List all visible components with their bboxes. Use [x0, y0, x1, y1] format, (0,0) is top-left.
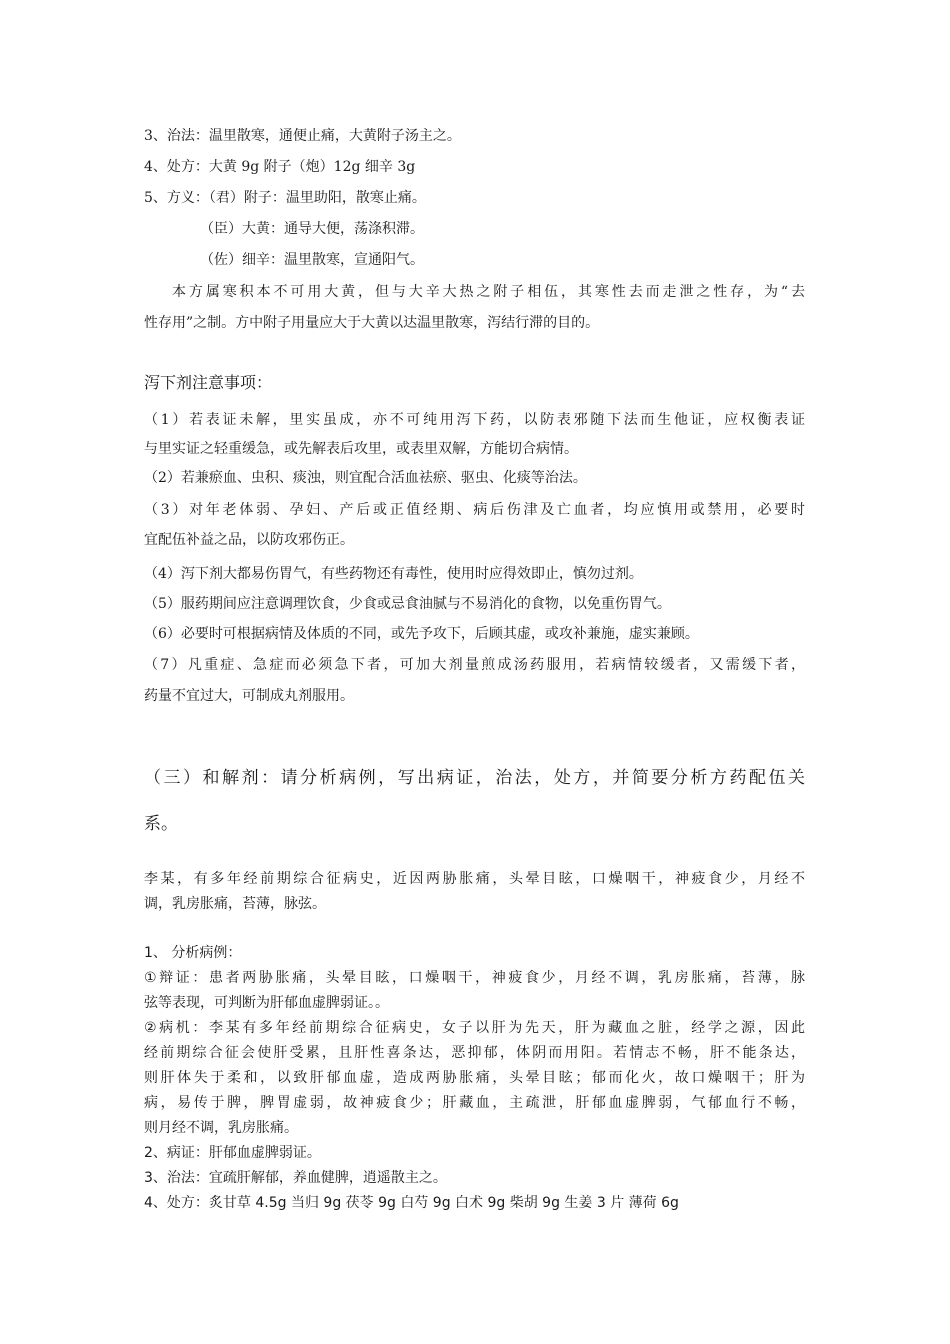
pathogenesis-line-2: 经前期综合征会使肝受累，且肝性喜条达，恶抑郁，体阴而用阳。若情志不畅，肝不能条达， [144, 1045, 805, 1061]
pathogenesis-line-4: 病，易传于脾，脾胃虚弱，故神疲食少；肝藏血，主疏泄，肝郁血虚脾弱，气郁血行不畅， [144, 1095, 805, 1111]
note-item-3: （3）对年老体弱、孕妇、产后或正值经期、病后伤津及亡血者，均应慎用或禁用，必要时 [144, 502, 805, 518]
note-item-7-cont: 药量不宜过大，可制成丸剂服用。 [144, 688, 354, 704]
formula-note-paragraph-cont: 性存用”之制。方中附子用量应大于大黄以达温里散寒，泻结行滞的目的。 [144, 315, 600, 331]
case-question-title-cont: 系。 [144, 814, 178, 834]
syndrome-line: 2、病证：肝郁血虚脾弱证。 [144, 1145, 321, 1161]
formula-note-paragraph: 本方属寒积本不可用大黄，但与大辛大热之附子相伍，其寒性去而走泄之性存，为“去 [172, 284, 805, 300]
prescription-line-2: 4、处方：炙甘草 4.5g 当归 9g 茯苓 9g 白芍 9g 白术 9g 柴胡 9g 生姜 3 片 薄荷 6g [144, 1195, 679, 1211]
case-question-title: （三）和解剂：请分析病例，写出病证，治法，处方，并简要分析方药配伍关 [144, 768, 805, 788]
prescription-line: 4、处方：大黄 9g 附子（炮）12g 细辛 3g [144, 159, 416, 175]
case-description-cont: 调，乳房胀痛，苔薄，脉弦。 [144, 896, 326, 912]
treatment-line: 3、治法：宜疏肝解郁，养血健脾，逍遥散主之。 [144, 1170, 447, 1186]
pathogenesis-line-5: 则月经不调，乳房胀痛。 [144, 1120, 298, 1136]
note-item-4: （4）泻下剂大都易伤胃气，有些药物还有毒性，使用时应得效即止，慎勿过剂。 [144, 566, 643, 582]
note-item-1-cont: 与里实证之轻重缓急，或先解表后攻里，或表里双解，方能切合病情。 [144, 441, 578, 457]
note-item-2: （2）若兼瘀血、虫积、痰浊，则宜配合活血祛瘀、驱虫、化痰等治法。 [144, 470, 587, 486]
pathogenesis-line: ②病机：李某有多年经前期综合征病史，女子以肝为先天，肝为藏血之脏，经学之源，因此 [144, 1020, 805, 1036]
pathogenesis-line-3: 则肝体失于柔和，以致肝郁血虚，造成两胁胀痛，头晕目眩；郁而化火，故口燥咽干；肝为 [144, 1070, 805, 1086]
treatment-method-line: 3、治法：温里散寒，通便止痛，大黄附子汤主之。 [144, 128, 461, 144]
differentiation-line-cont: 弦等表现，可判断为肝郁血虚脾弱证。。 [144, 995, 389, 1011]
section-heading: 泻下剂注意事项： [144, 373, 273, 392]
note-item-5: （5）服药期间应注意调理饮食，少食或忌食油腻与不易消化的食物，以免重伤胃气。 [144, 596, 671, 612]
formula-meaning-line: 5、方义：（君）附子：温里助阳，散寒止痛。 [144, 190, 426, 206]
minister-herb-line: （臣）大黄：通导大便，荡涤积滞。 [200, 221, 424, 237]
note-item-1: （1）若表证未解，里实虽成，亦不可纯用泻下药，以防表邪随下法而生他证，应权衡表证 [144, 412, 805, 428]
assistant-herb-line: （佐）细辛：温里散寒，宣通阳气。 [200, 252, 424, 268]
note-item-3-cont: 宜配伍补益之品，以防攻邪伤正。 [144, 532, 354, 548]
case-description: 李某，有多年经前期综合征病史，近因两胁胀痛，头晕目眩，口燥咽干，神疲食少，月经不 [144, 871, 805, 887]
note-item-6: （6）必要时可根据病情及体质的不同，或先予攻下，后顾其虚，或攻补兼施，虚实兼顾。 [144, 626, 699, 642]
note-item-7: （7）凡重症、急症而必须急下者，可加大剂量煎成汤药服用，若病情较缓者，又需缓下者， [144, 657, 805, 673]
differentiation-line: ①辩证：患者两胁胀痛，头晕目眩，口燥咽干，神疲食少，月经不调，乳房胀痛，苔薄，脉 [144, 970, 805, 986]
analysis-heading: 1、 分析病例： [144, 945, 242, 961]
